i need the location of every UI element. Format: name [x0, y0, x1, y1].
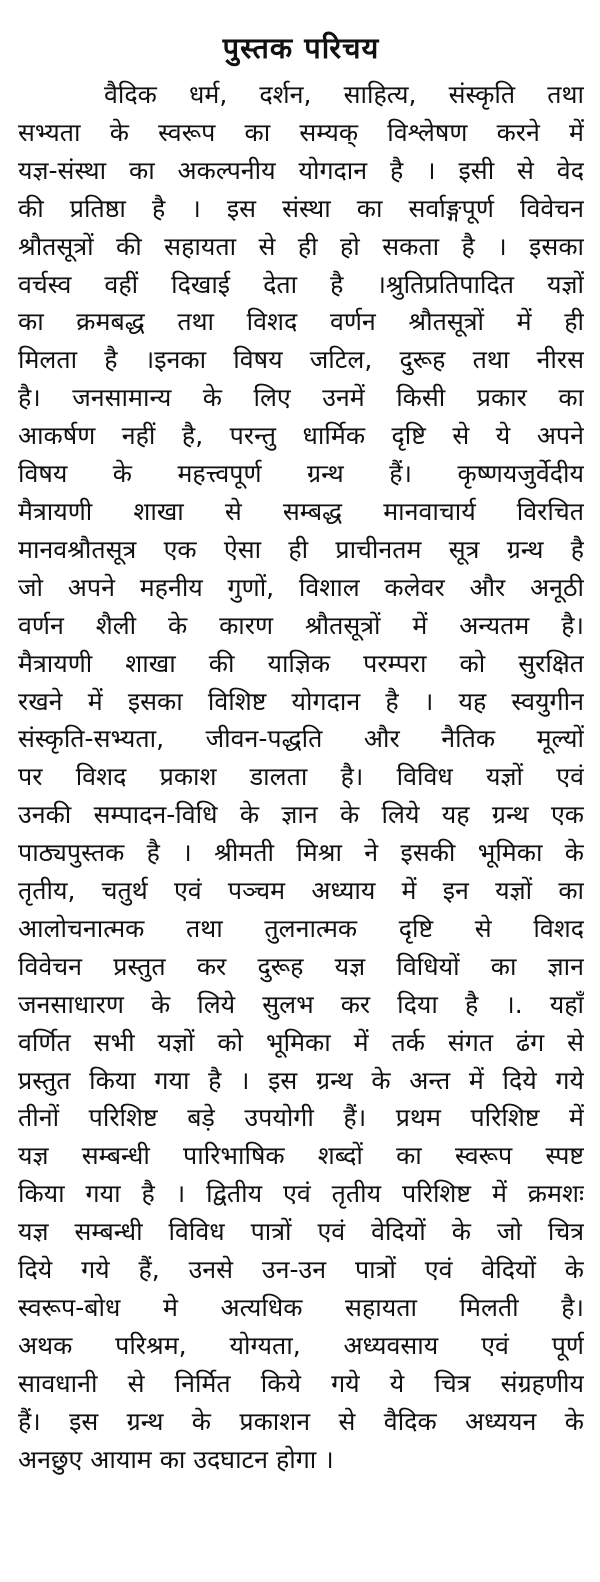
text-line: विषय के महत्त्वपूर्ण ग्रन्थ हैं। कृष्णयजुर्वेदीय: [18, 459, 584, 489]
text-line: मैत्रायणी शाखा की याज्ञिक परम्परा को सुरक्षित: [18, 648, 584, 678]
text-line: प्रस्तुत किया गया है । इस ग्रन्थ के अन्त में दिये गये: [18, 1065, 584, 1095]
text-line: आकर्षण नहीं है, परन्तु धार्मिक दृष्टि से ये अपने: [18, 421, 584, 451]
text-line: रखने में इसका विशिष्ट योगदान है । यह स्वयुगीन: [18, 686, 584, 716]
text-line: श्रौतसूत्रों की सहायता से ही हो सकता है । इसका: [18, 231, 584, 261]
text-line: पाठ्यपुस्तक है । श्रीमती मिश्रा ने इसकी भूमिका के: [18, 838, 584, 868]
text-line: हैं। इस ग्रन्थ के प्रकाशन से वैदिक अध्ययन के: [18, 1406, 584, 1436]
text-line: पर विशद प्रकाश डालता है। विविध यज्ञों एवं: [18, 762, 584, 792]
text-line: यज्ञ-संस्था का अकल्पनीय योगदान है । इसी से वेद: [18, 155, 584, 185]
text-line: का क्रमबद्ध तथा विशद वर्णन श्रौतसूत्रों में ही: [18, 307, 584, 337]
text-line: है। जनसामान्य के लिए उनमें किसी प्रकार का: [18, 383, 584, 413]
text-line: मैत्रायणी शाखा से सम्बद्ध मानवाचार्य विरचित: [18, 496, 584, 526]
text-line: उनकी सम्पादन-विधि के ज्ञान के लिये यह ग्रन्थ एक: [18, 800, 584, 830]
text-line: दिये गये हैं, उनसे उन-उन पात्रों एवं वेदियों के: [18, 1255, 584, 1285]
text-line: स्वरूप-बोध मे अत्यधिक सहायता मिलती है।: [18, 1293, 584, 1322]
text-line: की प्रतिष्ठा है । इस संस्था का सर्वाङ्गपूर्ण विवेचन: [18, 193, 584, 223]
text-line: यज्ञ सम्बन्धी विविध पात्रों एवं वेदियों के जो चित्र: [18, 1217, 584, 1247]
text-line: जनसाधारण के लिये सुलभ कर दिया है ।. यहाँ: [18, 989, 584, 1019]
text-line: सभ्यता के स्वरूप का सम्यक् विश्लेषण करने में: [18, 117, 584, 147]
text-line: विवेचन प्रस्तुत कर दुरूह यज्ञ विधियों का ज्ञान: [18, 951, 584, 981]
text-line: अथक परिश्रम, योग्यता, अध्यवसाय एवं पूर्ण: [18, 1330, 584, 1360]
text-line: वर्णित सभी यज्ञों को भूमिका में तर्क संगत ढंग से: [18, 1027, 584, 1057]
text-line: वर्णन शैली के कारण श्रौतसूत्रों में अन्यतम है।: [18, 610, 584, 640]
text-line: वैदिक धर्म, दर्शन, साहित्य, संस्कृति तथा: [104, 80, 584, 109]
text-line: अनछुए आयाम का उदघाटन होगा ।: [18, 1444, 334, 1474]
body-text: [18, 76, 584, 1479]
text-line: सावधानी से निर्मित किये गये ये चित्र संग्रहणीय: [18, 1368, 584, 1398]
text-line: यज्ञ सम्बन्धी पारिभाषिक शब्दों का स्वरूप स्पष्ट: [18, 1141, 584, 1171]
text-line: तृतीय, चतुर्थ एवं पञ्चम अध्याय में इन यज्ञों का: [18, 876, 584, 906]
page-title: पुस्तक परिचय: [222, 31, 380, 65]
text-line: संस्कृति-सभ्यता, जीवन-पद्धति और नैतिक मूल्यों: [18, 724, 584, 754]
text-line: मानवश्रौतसूत्र एक ऐसा ही प्राचीनतम सूत्र ग्रन्थ है: [18, 534, 584, 564]
text-line: तीनों परिशिष्ट बड़े उपयोगी हैं। प्रथम परिशिष्ट में: [18, 1103, 584, 1133]
text-line: मिलता है ।इनका विषय जटिल, दुरूह तथा नीरस: [18, 345, 584, 375]
text-line: आलोचनात्मक तथा तुलनात्मक दृष्टि से विशद: [18, 913, 584, 943]
text-line: किया गया है । द्वितीय एवं तृतीय परिशिष्ट में क्रमशः: [18, 1179, 584, 1209]
text-line: वर्चस्व वहीं दिखाई देता है ।श्रुतिप्रतिपादित यज्ञों: [18, 269, 584, 299]
text-line: जो अपने महनीय गुणों, विशाल कलेवर और अनूठी: [18, 572, 584, 602]
